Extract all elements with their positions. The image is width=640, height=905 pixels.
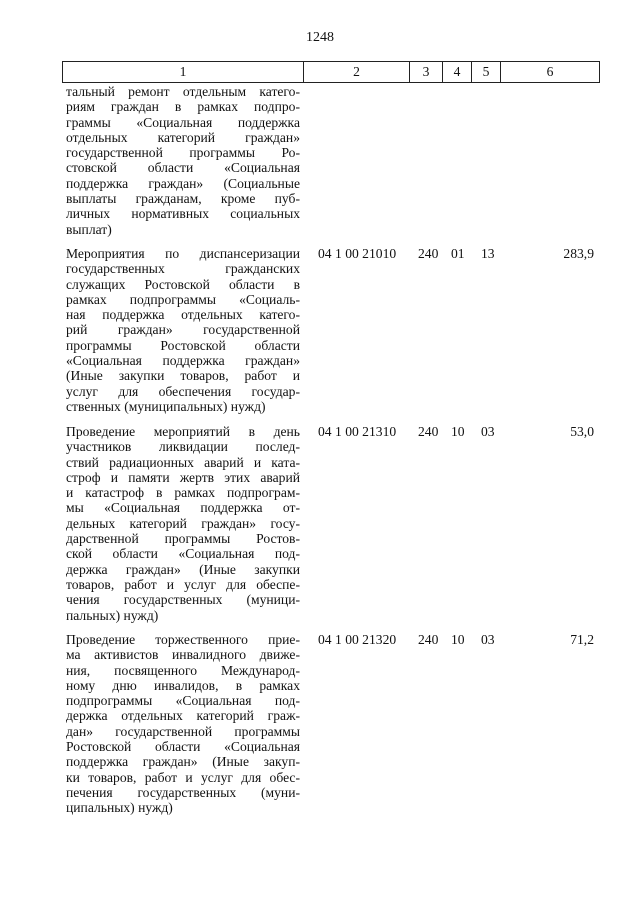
description-line: Ростовской области «Социальная	[66, 739, 300, 755]
row-amount: 53,0	[570, 424, 594, 439]
description-line: «Социальная поддержка граждан»	[66, 353, 300, 369]
row-code: 04 1 00 21310	[318, 424, 397, 439]
description-line: (Иные закупки товаров, работ и	[66, 368, 300, 384]
description-line: ственных (муниципальных) нужд)	[66, 398, 266, 414]
row-description	[66, 246, 300, 414]
description-line: подпрограммы «Социальная под-	[66, 693, 300, 709]
description-line: риям граждан в рамках подпро-	[66, 99, 300, 115]
description-line: рий граждан» государственной	[66, 322, 300, 338]
description-line: личных нормативных социальных	[66, 206, 300, 222]
description-line: граммы «Социальная поддержка	[66, 114, 300, 130]
column-header-2: 2	[304, 62, 410, 83]
row-expense-type: 240	[418, 632, 439, 647]
description-line: выплат)	[66, 221, 112, 237]
description-line: товаров, работ и услуг для обеспе-	[66, 576, 300, 592]
column-header-row	[63, 62, 600, 83]
row-description	[66, 424, 300, 623]
description-line: строф и памяти жертв этих аварий	[66, 469, 300, 485]
column-header-4: 4	[443, 62, 472, 83]
description-line: держка граждан» (Иные закупки	[66, 561, 300, 577]
column-header-6: 6	[501, 62, 600, 83]
description-line: участников ликвидации послед-	[66, 439, 300, 455]
row-description	[66, 632, 300, 816]
description-line: Проведение торжественного прие-	[66, 632, 300, 647]
description-line: и катастроф в рамках подпрограм-	[66, 485, 300, 501]
row-section: 01	[451, 246, 465, 261]
description-line: рамках подпрограммы «Социаль-	[66, 291, 300, 307]
description-line: программы Ростовской области	[66, 337, 300, 353]
description-line: стовской области «Социальная	[66, 160, 300, 176]
description-line: поддержка граждан» (Иные закуп-	[66, 754, 300, 770]
description-line: чения государственных (муници-	[66, 592, 300, 608]
description-line: Проведение мероприятий в день	[66, 424, 300, 439]
description-line: государственных гражданских	[66, 261, 300, 277]
description-line: дан» государственной программы	[66, 723, 300, 739]
row-description	[66, 84, 300, 237]
row-subsection: 13	[481, 246, 495, 261]
description-line: ки товаров, работ и услуг для обес-	[66, 769, 300, 785]
row-amount: 283,9	[563, 246, 594, 261]
column-header-5: 5	[472, 62, 501, 83]
description-line: государственной программы Ро-	[66, 145, 300, 161]
row-amount: 71,2	[570, 632, 594, 647]
row-subsection: 03	[481, 632, 495, 647]
row-code: 04 1 00 21320	[318, 632, 397, 647]
description-line: ния, посвященного Международ-	[66, 662, 300, 678]
row-section: 10	[451, 424, 465, 439]
description-line: пальных) нужд)	[66, 607, 159, 623]
description-line: мы «Социальная поддержка от-	[66, 500, 300, 516]
description-line: ципальных) нужд)	[66, 800, 173, 816]
description-line: ная поддержка отдельных катего-	[66, 307, 300, 323]
row-expense-type: 240	[418, 246, 439, 261]
description-line: поддержка граждан» (Социальные	[66, 175, 300, 191]
row-expense-type: 240	[418, 424, 439, 439]
column-header-1: 1	[63, 62, 304, 83]
description-line: ма активистов инвалидного движе-	[66, 647, 300, 663]
row-subsection: 03	[481, 424, 495, 439]
description-line: Мероприятия по диспансеризации	[66, 246, 300, 261]
description-line: дельных категорий граждан» госу-	[66, 515, 300, 531]
description-line: выплаты гражданам, кроме пуб-	[66, 191, 300, 207]
description-line: ствий радиационных аварий и ката-	[66, 454, 300, 470]
row-code: 04 1 00 21010	[318, 246, 397, 261]
column-header-3: 3	[410, 62, 443, 83]
description-line: ному дню инвалидов, в рамках	[66, 677, 300, 693]
description-line: печения государственных (муни-	[66, 784, 300, 800]
description-line: служащих Ростовской области в	[66, 276, 300, 292]
description-line: отдельных категорий граждан»	[66, 129, 300, 145]
page-number: 1248	[306, 30, 334, 45]
description-line: ской области «Социальная под-	[66, 546, 300, 562]
column-header-table	[62, 61, 600, 83]
row-section: 10	[451, 632, 465, 647]
description-line: держка отдельных категорий граж-	[66, 708, 300, 724]
description-line: тальный ремонт отдельным катего-	[66, 84, 300, 99]
description-line: услуг для обеспечения государ-	[66, 383, 300, 399]
description-line: дарственной программы Ростов-	[66, 531, 300, 547]
